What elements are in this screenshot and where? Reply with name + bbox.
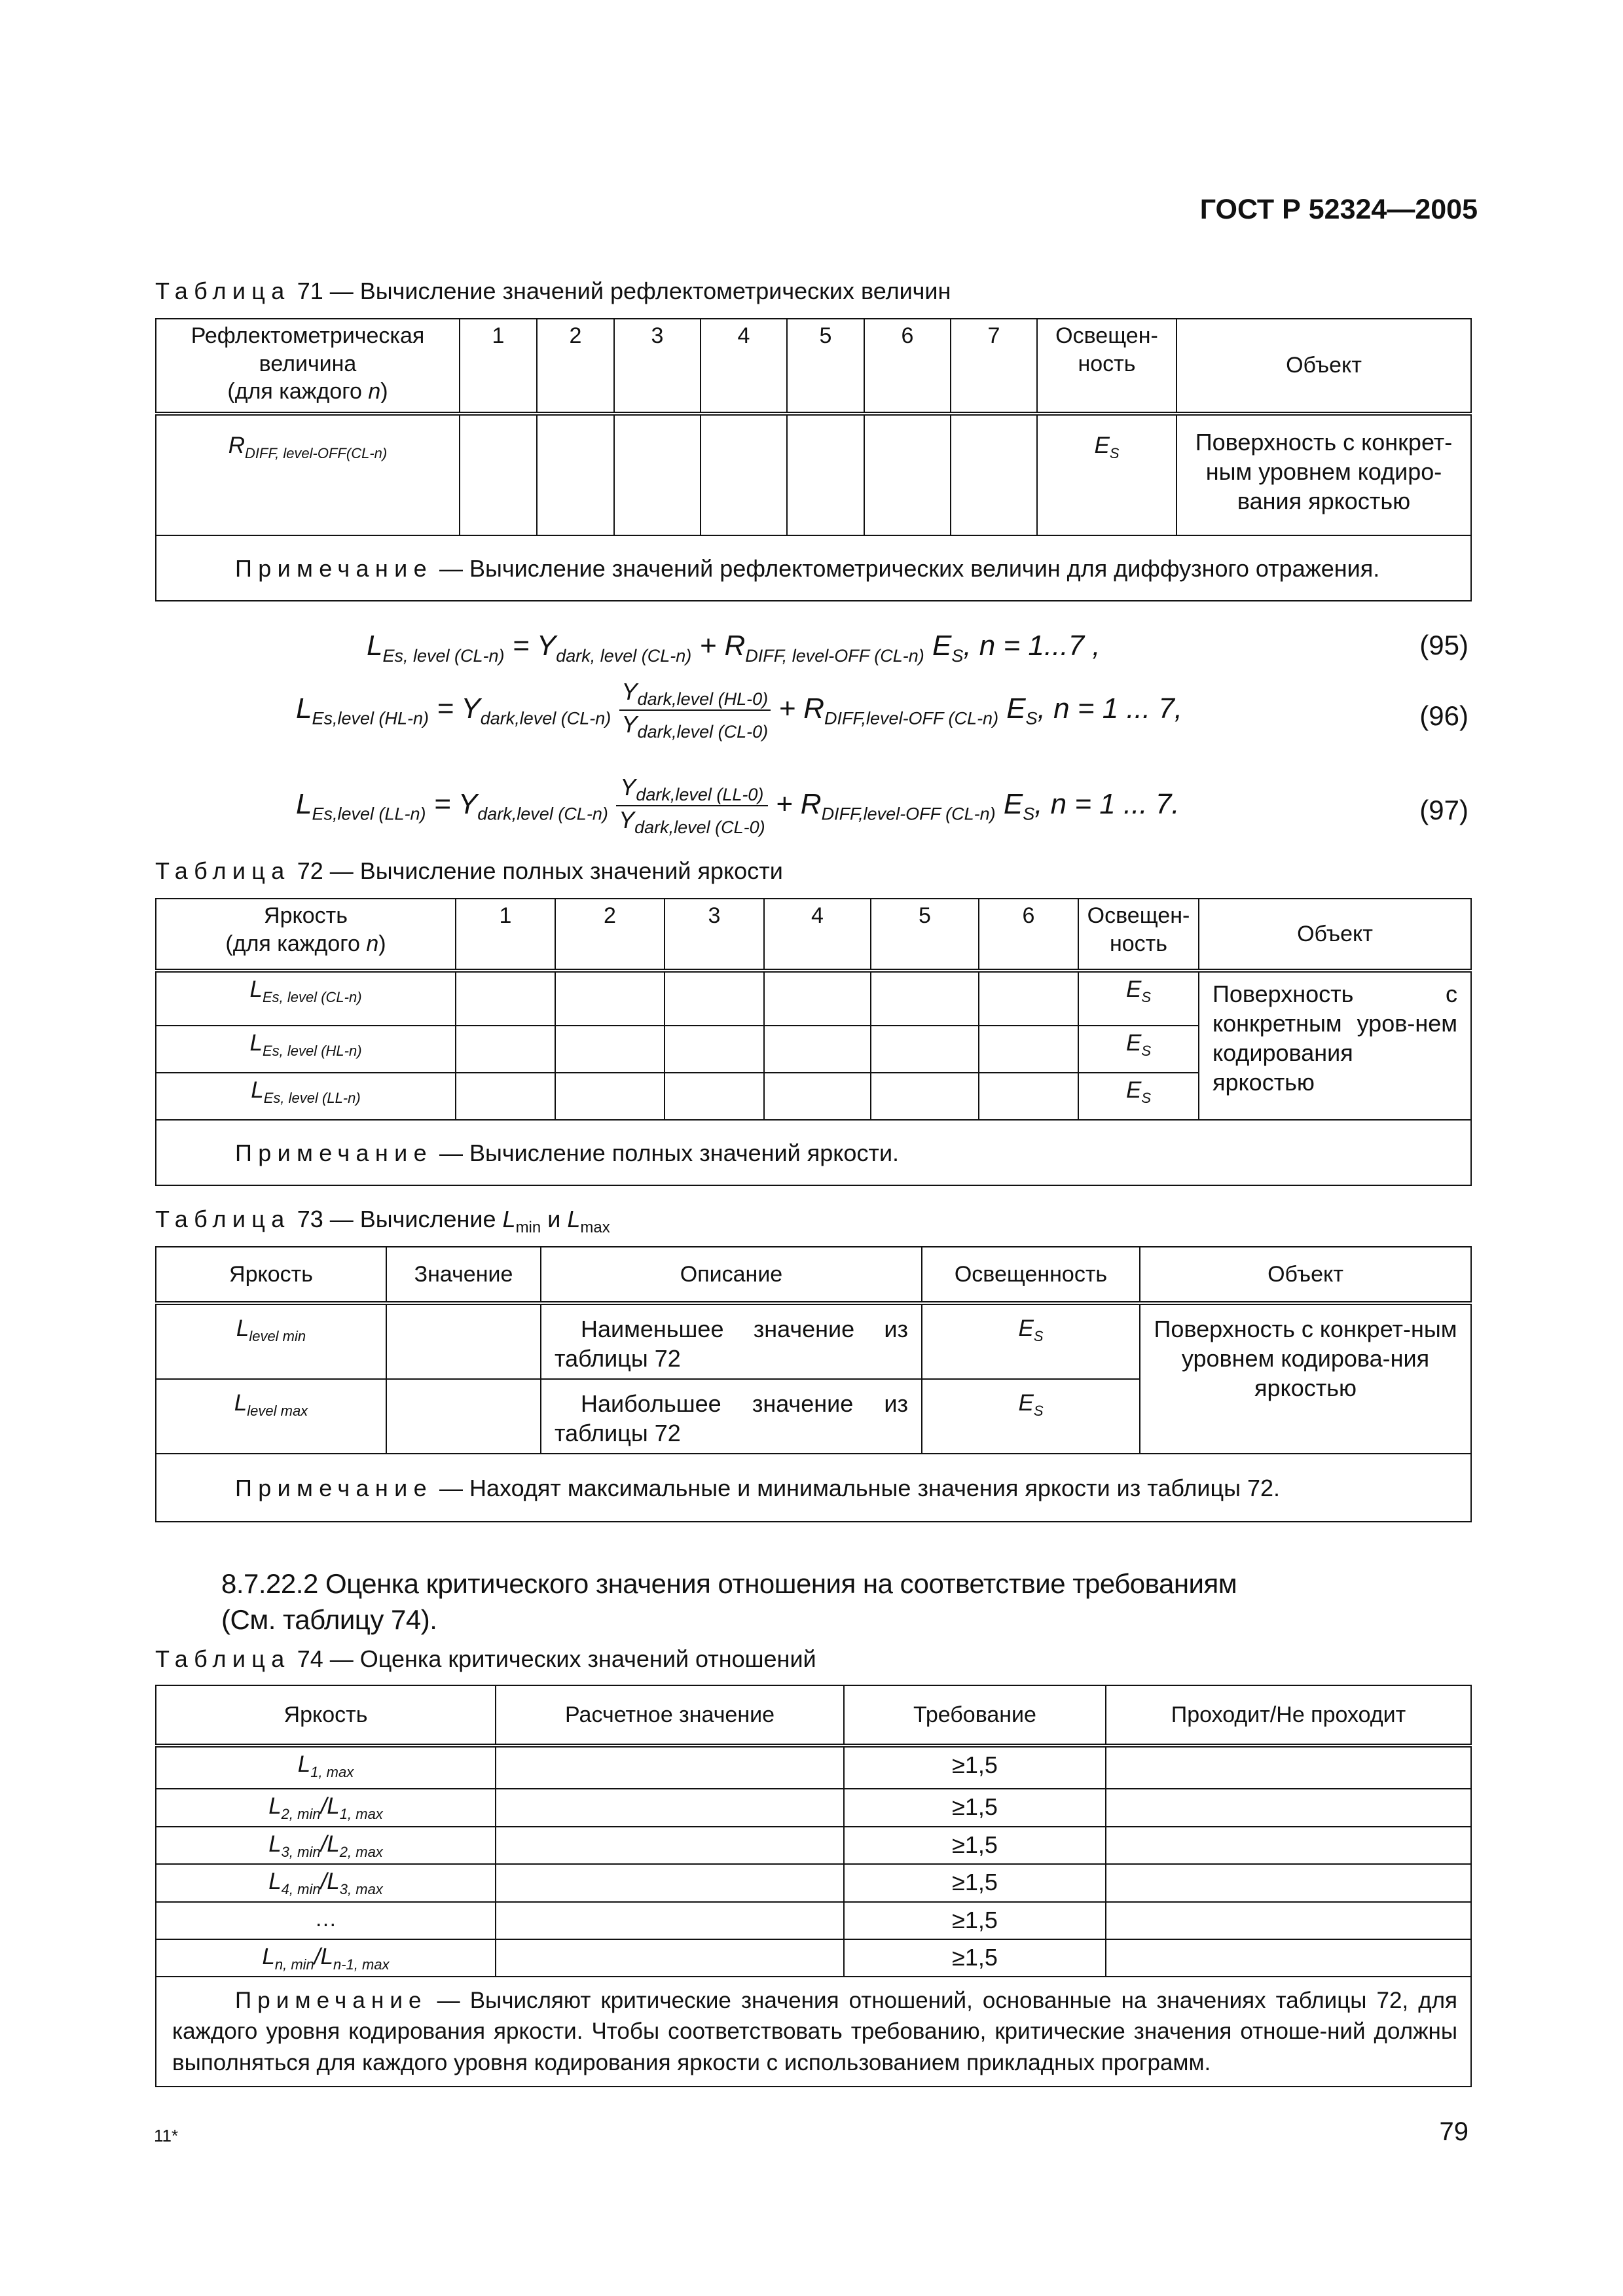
col-header: 4	[764, 899, 871, 971]
col-header: Освещенность	[922, 1247, 1140, 1303]
col-header: 6	[979, 899, 1078, 971]
note-row	[156, 535, 1471, 601]
table-74	[155, 1685, 1472, 2087]
table-header-row	[156, 319, 1471, 414]
col-header: 1	[456, 899, 555, 971]
requirement-cell: ≥1,5	[844, 1746, 1106, 1789]
requirement-cell: ≥1,5	[844, 1902, 1106, 1939]
col-header: 5	[787, 319, 864, 414]
col-header: 3	[614, 319, 701, 414]
table-72	[155, 898, 1472, 1186]
quantity-symbol: $L_{Es, level (HL-n)}$	[156, 1026, 456, 1073]
col-header: 6	[864, 319, 951, 414]
table-73-caption: Таблица 73 — Вычисление $L_{min}$ и $L_{max}$	[155, 1206, 610, 1237]
ratio-cell: $L_{1, max}$	[156, 1746, 496, 1789]
col-header: Яркость (для каждого n)	[156, 899, 456, 971]
caption-text: 71 — Вычисление значений рефлектометрических величин	[290, 278, 951, 304]
table-row	[156, 1827, 1471, 1865]
requirement-cell: ≥1,5	[844, 1939, 1106, 1977]
caption-label: Таблица	[155, 278, 291, 304]
object-cell: Поверхность с конкрет-ным уровнем кодирова-ния яркостью	[1140, 1303, 1471, 1454]
equation-number-97: (97)	[1419, 795, 1468, 825]
description-cell: Наименьшее значение из таблицы 72	[541, 1303, 922, 1379]
table-header-row	[156, 1685, 1471, 1746]
table-row	[156, 1303, 1471, 1379]
table-74-caption: Таблица 74 — Оценка критических значений отношений	[155, 1645, 816, 1672]
note-row	[156, 1977, 1471, 2087]
col-header: Объект	[1199, 899, 1471, 971]
col-header: Объект	[1176, 319, 1471, 414]
table-71	[155, 318, 1472, 601]
illum-symbol: $E_S$	[1037, 414, 1176, 535]
note-cell: Примечание — Вычисление полных значений яркости.	[156, 1120, 1471, 1185]
illum-symbol: $E_S$	[922, 1379, 1140, 1454]
requirement-cell: ≥1,5	[844, 1827, 1106, 1865]
equation-95: $L_{Es, level (CL-n)} = Y_{dark, level (CL-n)} + R_{DIFF, level-OFF (CL-n)}$ $E_S$, n = 1...7 ,	[367, 630, 1101, 666]
col-header: Значение	[386, 1247, 541, 1303]
illum-symbol: $E_S$	[1078, 1026, 1199, 1073]
document-code: ГОСТ Р 52324—2005	[1199, 194, 1478, 225]
ratio-cell: $L_{3, min}/L_{2, max}$	[156, 1827, 496, 1865]
equation-97: $L_{Es,level (LL-n)} = Y_{dark,level (CL-n)}$ $\frac{Y_{dark,level (LL-0)}}{Y_{dark,level (CL-0)}}$ + $R_{DIFF,level-OFF (CL-n)}$ $E_S$, n = 1 ... 7.	[296, 774, 1180, 838]
ratio-cell: $L_{n, min}/L_{n-1, max}$	[156, 1939, 496, 1977]
ratio-cell: $L_{2, min}/L_{1, max}$	[156, 1789, 496, 1827]
table-row	[156, 1864, 1471, 1902]
col-header: 4	[701, 319, 787, 414]
table-row	[156, 1789, 1471, 1827]
table-73	[155, 1246, 1472, 1522]
ratio-cell: $L_{4, min}/L_{3, max}$	[156, 1864, 496, 1902]
col-header: Проходит/Не проходит	[1106, 1685, 1471, 1746]
signature-mark: 11*	[154, 2126, 179, 2145]
col-header: Требование	[844, 1685, 1106, 1746]
col-header: 5	[871, 899, 979, 971]
col-header: Освещен- ность	[1078, 899, 1199, 971]
equation-96: $L_{Es,level (HL-n)} = Y_{dark,level (CL-n)}$ $\frac{Y_{dark,level (HL-0)}}{Y_{dark,level (CL-0)}}$ + $R_{DIFF,level-OFF (CL-n)}$ $E_S$, n = 1 ... 7,	[296, 678, 1183, 742]
col-header: Яркость	[156, 1247, 386, 1303]
col-header: Описание	[541, 1247, 922, 1303]
equation-number-95: (95)	[1419, 630, 1468, 660]
quantity-symbol: $R_{DIFF, level-OFF(CL-n)}$	[156, 414, 460, 535]
table-row	[156, 1939, 1471, 1977]
table-header-row	[156, 899, 1471, 971]
table-header-row	[156, 1247, 1471, 1303]
table-row	[156, 1902, 1471, 1939]
table-row	[156, 1746, 1471, 1789]
col-header: Объект	[1140, 1247, 1471, 1303]
quantity-symbol: $L_{level max}$	[156, 1379, 386, 1454]
page-number: 79	[1439, 2117, 1468, 2146]
col-header: Расчетное значение	[496, 1685, 844, 1746]
note-row	[156, 1120, 1471, 1185]
col-illum-label: Освещен- ность	[1055, 323, 1158, 376]
col-header: 2	[537, 319, 614, 414]
quantity-symbol: $L_{Es, level (CL-n)}$	[156, 971, 456, 1026]
col-header: Яркость	[156, 1685, 496, 1746]
note-cell: Примечание — Находят максимальные и минимальные значения яркости из таблицы 72.	[156, 1454, 1471, 1522]
col-header: 3	[665, 899, 764, 971]
col-quantity-label: Рефлектометрическая величина (для каждого n)	[191, 323, 425, 404]
col-header	[156, 319, 460, 414]
col-header: 7	[951, 319, 1037, 414]
table-71-caption	[155, 278, 951, 305]
table-72-caption: Таблица 72 — Вычисление полных значений яркости	[155, 857, 783, 884]
note-cell: Примечание — Вычисляют критические значения отношений, основанные на значениях таблицы 72, для каждого уровня кодирования яркости. Чтобы соответствовать требованию, критические значения отноше-ний должны выполняться для каждого уровня кодирования яркости с использованием прикладных программ.	[156, 1977, 1471, 2087]
illum-symbol: $E_S$	[922, 1303, 1140, 1379]
section-heading: 8.7.22.2 Оценка критического значения отношения на соответствие требованиям (См. таблицу 74).	[221, 1568, 1237, 1636]
equation-number-96: (96)	[1419, 700, 1468, 731]
col-header: 1	[460, 319, 537, 414]
requirement-cell: ≥1,5	[844, 1864, 1106, 1902]
ratio-cell: …	[156, 1902, 496, 1939]
description-cell: Наибольшее значение из таблицы 72	[541, 1379, 922, 1454]
object-cell: Поверхность с конкретным уров-нем кодирования яркостью	[1199, 971, 1471, 1120]
col-header: 2	[555, 899, 665, 971]
illum-symbol: $E_S$	[1078, 1073, 1199, 1120]
note-row	[156, 1454, 1471, 1522]
table-row	[156, 414, 1471, 535]
quantity-symbol: $L_{level min}$	[156, 1303, 386, 1379]
object-cell: Поверхность с конкрет-ным уровнем кодиро-вания яркостью	[1176, 414, 1471, 535]
illum-symbol: $E_S$	[1078, 971, 1199, 1026]
table-row	[156, 971, 1471, 1026]
col-header	[1037, 319, 1176, 414]
note-cell: Примечание — Вычисление значений рефлектометрических величин для диффузного отражения.	[156, 535, 1471, 601]
quantity-symbol: $L_{Es, level (LL-n)}$	[156, 1073, 456, 1120]
requirement-cell: ≥1,5	[844, 1789, 1106, 1827]
